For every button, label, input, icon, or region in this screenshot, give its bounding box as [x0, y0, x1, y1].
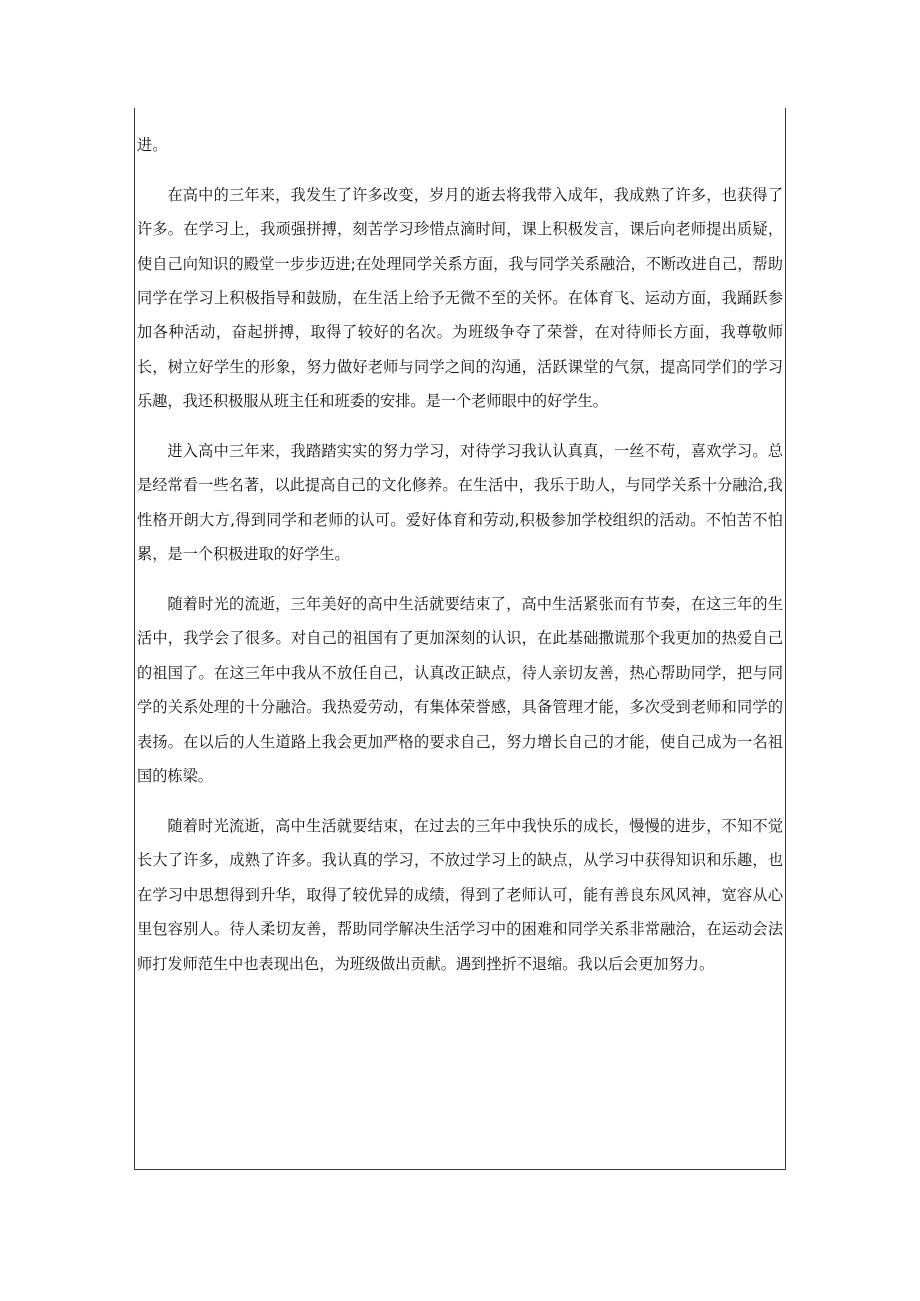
paragraph-growth-summary: 随着时光流逝，高中生活就要结束，在过去的三年中我快乐的成长，慢慢的进步，不知不觉长大了许多，成熟了许多。我认真的学习，不放过学习上的缺点，从学习中获得知识和乐趣，也在学习中思想得到升华，取得了较优异的成绩，得到了老师认可，能有善良东风风神，宽容从心里包容别人。待人柔切友善，帮助同学解决生活学习中的困难和同学关系非常融洽，在运动会法师打发师范生中也表现出色，为班级做出贡献。遇到挫折不退缩。我以后会更加努力。	[137, 816, 783, 973]
paragraph-study-attitude: 进入高中三年来，我踏踏实实的努力学习，对待学习我认认真真，一丝不苟，喜欢学习。总是经常看一些名著，以此提高自己的文化修养。在生活中，我乐于助人，与同学关系十分融洽,我性格开朗大方,得到同学和老师的认可。爱好体育和劳动,积极参加学校组织的活动。不怕苦不怕累，是一个积极进取的好学生。	[137, 442, 783, 564]
paragraph-continuation: 进。	[137, 136, 168, 154]
paragraph-high-school-changes: 在高中的三年来，我发生了许多改变，岁月的逝去将我带入成年，我成熟了许多，也获得了许多。在学习上，我顽强拼搏，刻苦学习珍惜点滴时间，课上积极发言，课后向老师提出质疑，使自己向知识的殿堂一步步迈进;在处理同学关系方面，我与同学关系融洽，不断改进自己，帮助同学在学习上积极指导和鼓励，在生活上给予无微不至的关怀。在体育飞、运动方面，我踊跃参加各种活动，奋起拼搏，取得了较好的名次。为班级争夺了荣誉，在对待师长方面，我尊敬师长，树立好学生的形象，努力做好老师与同学之间的沟通，活跃课堂的气氛，提高同学们的学习乐趣，我还积极服从班主任和班委的安排。是一个老师眼中的好学生。	[137, 185, 783, 411]
paragraph-three-years-learning: 随着时光的流逝，三年美好的高中生活就要结束了，高中生活紧张而有节奏，在这三年的生活中，我学会了很多。对自己的祖国有了更加深刻的认识，在此基础撒谎那个我更加的热爱自己的祖国了。在这三年中我从不放任自己，认真改正缺点，待人亲切友善，热心帮助同学，把与同学的关系处理的十分融洽。我热爱劳动，有集体荣誉感，具备管理才能，多次受到老师和同学的表扬。在以后的人生道路上我会更加严格的要求自己，努力增长自己的才能，使自己成为一名祖国的栋梁。	[137, 595, 783, 786]
document-body	[137, 128, 783, 996]
